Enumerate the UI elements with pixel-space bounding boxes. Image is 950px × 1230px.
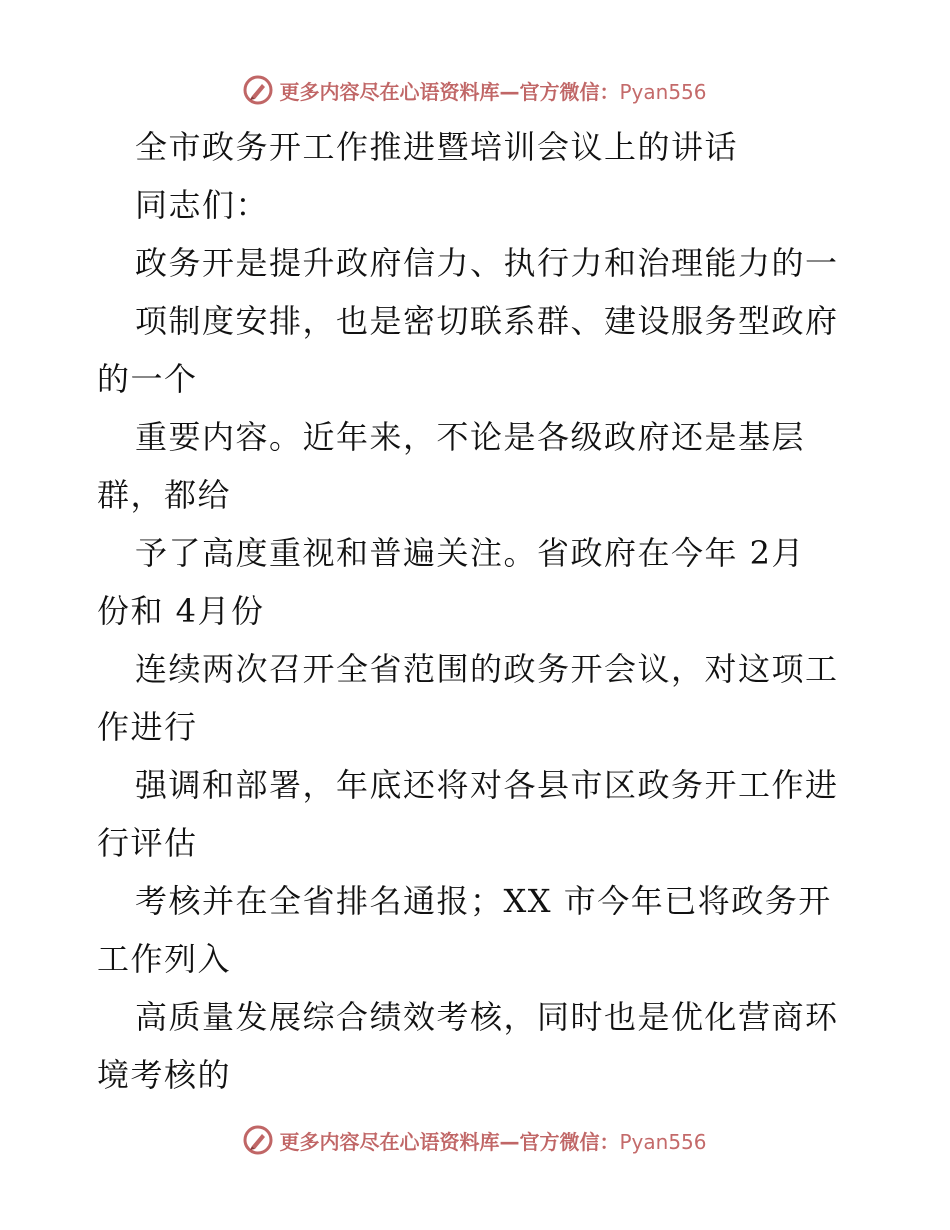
paragraph-line: 群，都给 [97,476,232,514]
paragraph-line: 工作列入 [97,940,232,978]
paragraph-line: 考核并在全省排名通报；XX 市今年已将政务开 [135,882,832,920]
paragraph-line: 连续两次召开全省范围的政务开会议，对这项工 [135,650,839,688]
pen-logo-icon [243,1125,273,1155]
pen-logo-icon [243,75,273,105]
paragraph-line: 予了高度重视和普遍关注。省政府在今年 2月 [135,534,806,572]
document-body [97,118,867,1104]
paragraph-line: 境考核的 [97,1056,232,1094]
paragraph-line: 的一个 [97,360,198,398]
paragraph-line: 高质量发展综合绩效考核，同时也是优化营商环 [135,998,839,1036]
salutation: 同志们： [135,186,270,224]
watermark-text: 更多内容尽在心语资料库—官方微信：Pyan556 [279,1129,707,1154]
header-watermark [0,70,950,110]
paragraph-line: 强调和部署，年底还将对各县市区政务开工作进 [135,766,839,804]
footer-watermark [0,1120,950,1160]
paragraph-line: 作进行 [97,708,198,746]
paragraph-line: 项制度安排，也是密切联系群、建设服务型政府 [135,302,839,340]
document-title: 全市政务开工作推进暨培训会议上的讲话 [135,128,739,166]
paragraph-line: 重要内容。近年来，不论是各级政府还是基层 [135,418,806,456]
paragraph-line: 行评估 [97,824,198,862]
watermark-text: 更多内容尽在心语资料库—官方微信：Pyan556 [279,79,707,104]
paragraph-line: 政务开是提升政府信力、执行力和治理能力的一 [135,244,839,282]
paragraph-line: 份和 4月份 [97,592,265,630]
